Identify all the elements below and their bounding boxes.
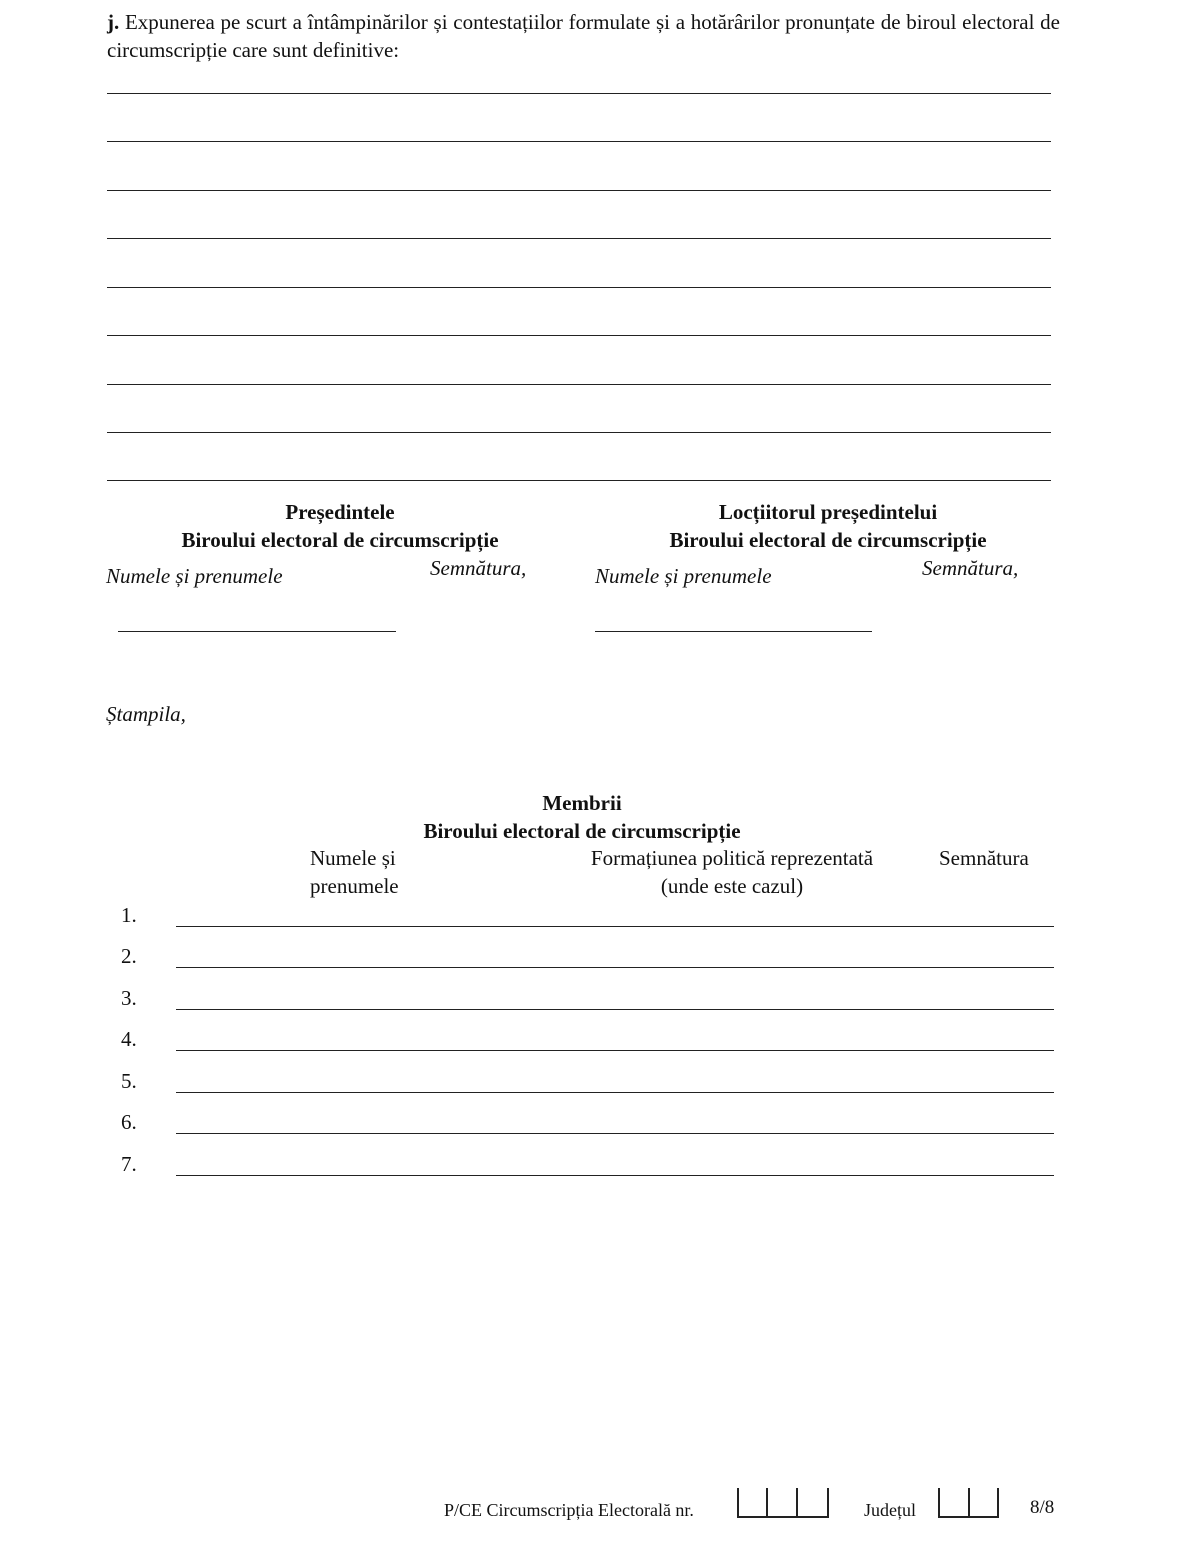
member-row-line[interactable] [176,967,1054,968]
writing-line[interactable] [107,432,1051,433]
member-row-line[interactable] [176,1050,1054,1051]
deputy-name-label: Numele și prenumele [595,564,772,588]
page-number: 8/8 [1030,1497,1055,1518]
col-party-header-2: (unde este cazul) [660,874,804,898]
digit-box[interactable] [766,1488,798,1518]
col-party-header-1: Formațiunea politică reprezentată [590,846,874,870]
member-row-number: 5. [121,1069,137,1093]
member-row-line[interactable] [176,926,1054,927]
deputy-title: Locțiitorul președintelui [718,500,938,524]
deputy-signature-label: Semnătura, [922,556,1019,580]
writing-line[interactable] [107,141,1051,142]
members-title: Membrii [542,791,622,815]
writing-line[interactable] [107,384,1051,385]
member-row-line[interactable] [176,1092,1054,1093]
deputy-subtitle: Biroului electoral de circumscripție [669,528,987,552]
section-description: Expunerea pe scurt a întâmpinărilor și contestațiilor formulate și a hotărârilor pronunțate de biroul electoral de circumscripție care sunt definitive: [107,10,1060,62]
writing-line[interactable] [107,335,1051,336]
president-name-line[interactable] [118,631,396,632]
member-row-number: 1. [121,903,137,927]
member-row-line[interactable] [176,1175,1054,1176]
stamp-label: Ștampila, [106,702,186,726]
member-row-number: 6. [121,1110,137,1134]
member-row-number: 3. [121,986,137,1010]
digit-box[interactable] [796,1488,829,1518]
president-signature-label: Semnătura, [430,556,527,580]
member-row-line[interactable] [176,1133,1054,1134]
footer-county-label: Județul [864,1500,916,1520]
member-row-number: 4. [121,1027,137,1051]
writing-line[interactable] [107,190,1051,191]
footer-circumscription-label: P/CE Circumscripția Electorală nr. [444,1500,694,1520]
president-title: Președintele [285,500,395,524]
members-subtitle: Biroului electoral de circumscripție [423,819,741,843]
deputy-name-line[interactable] [595,631,872,632]
col-signature-header: Semnătura [939,846,1029,870]
col-name-header-2: prenumele [310,874,399,898]
member-row-number: 2. [121,944,137,968]
section-j-text [107,8,1060,64]
writing-line[interactable] [107,480,1051,481]
writing-line[interactable] [107,93,1051,94]
digit-box[interactable] [737,1488,768,1518]
writing-line[interactable] [107,238,1051,239]
section-letter: j. [107,10,120,34]
president-subtitle: Biroului electoral de circumscripție [181,528,499,552]
writing-line[interactable] [107,287,1051,288]
digit-box[interactable] [968,1488,999,1518]
digit-box[interactable] [938,1488,970,1518]
member-row-number: 7. [121,1152,137,1176]
president-name-label: Numele și prenumele [106,564,283,588]
member-row-line[interactable] [176,1009,1054,1010]
col-name-header-1: Numele și [310,846,396,870]
